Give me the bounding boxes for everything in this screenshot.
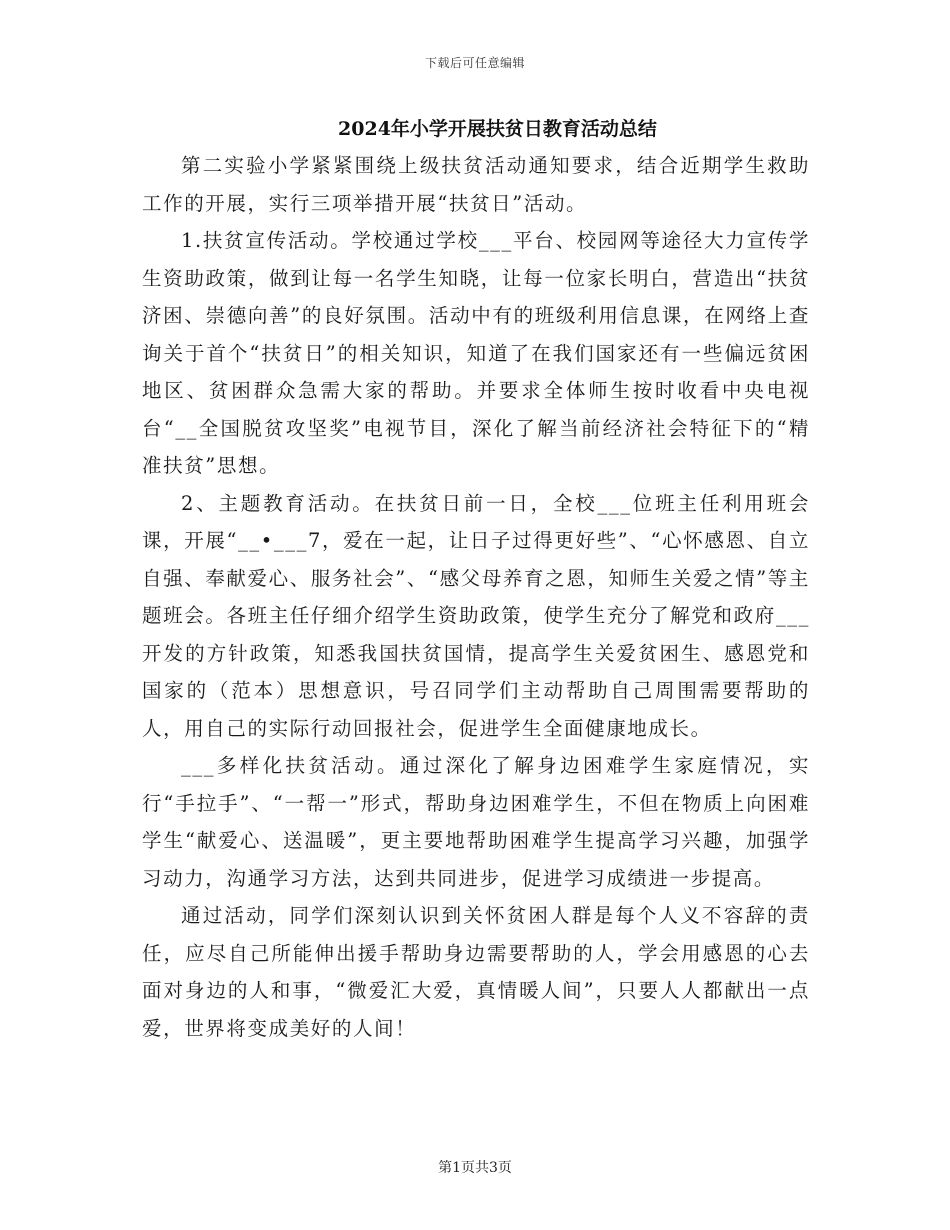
page-number: 第1页共3页 (438, 1160, 512, 1176)
paragraph-conclusion: 通过活动，同学们深刻认识到关怀贫困人群是每个人义不容辞的责任，应尽自己所能伸出援手帮助身边需要帮助的人，学会用感恩的心去面对身边的人和事，“微爱汇大爱，真情暖人间”，只要人人都献出一点爱，世界将变成美好的人间！ (142, 904, 810, 1040)
document-title: 2024年小学开展扶贫日教育活动总结 (338, 118, 657, 140)
document-body (142, 147, 810, 1047)
paragraph-publicity: 1.扶贫宣传活动。学校通过学校___平台、校园网等途径大力宣传学生资助政策，做到让每一名学生知晓，让每一位家长明白，营造出“扶贫济困、崇德向善”的良好氛围。活动中有的班级利用信息课，在网络上查询关于首个“扶贫日”的相关知识，知道了在我们国家还有一些偏远贫困地区、贫困群众急需大家的帮助。并要求全体师生按时收看中央电视台“__全国脱贫攻坚奖”电视节目，深化了解当前经济社会特征下的“精准扶贫”思想。 (142, 229, 810, 477)
paragraph-diverse-activities: ___多样化扶贫活动。通过深化了解身边困难学生家庭情况，实行“手拉手”、“一帮一”形式，帮助身边困难学生，不但在物质上向困难学生“献爱心、送温暖”，更主要地帮助困难学生提高学习兴趣，加强学习动力，沟通学习方法，达到共同进步，促进学习成绩进一步提高。 (142, 754, 810, 890)
header-note: 下载后可任意编辑 (424, 56, 525, 70)
paragraph-intro: 第二实验小学紧紧围绕上级扶贫活动通知要求，结合近期学生救助工作的开展，实行三项举措开展“扶贫日”活动。 (142, 154, 810, 215)
paragraph-theme-education: 2、主题教育活动。在扶贫日前一日，全校___位班主任利用班会课，开展“__•___7，爱在一起，让日子过得更好些”、“心怀感恩、自立自强、奉献爱心、服务社会”、“感父母养育之恩，知师生关爱之情”等主题班会。各班主任仔细介绍学生资助政策，使学生充分了解党和政府___开发的方针政策，知悉我国扶贫国情，提高学生关爱贫困生、感恩党和国家的（范本）思想意识，号召同学们主动帮助自己周围需要帮助的人，用自己的实际行动回报社会，促进学生全面健康地成长。 (142, 491, 810, 740)
